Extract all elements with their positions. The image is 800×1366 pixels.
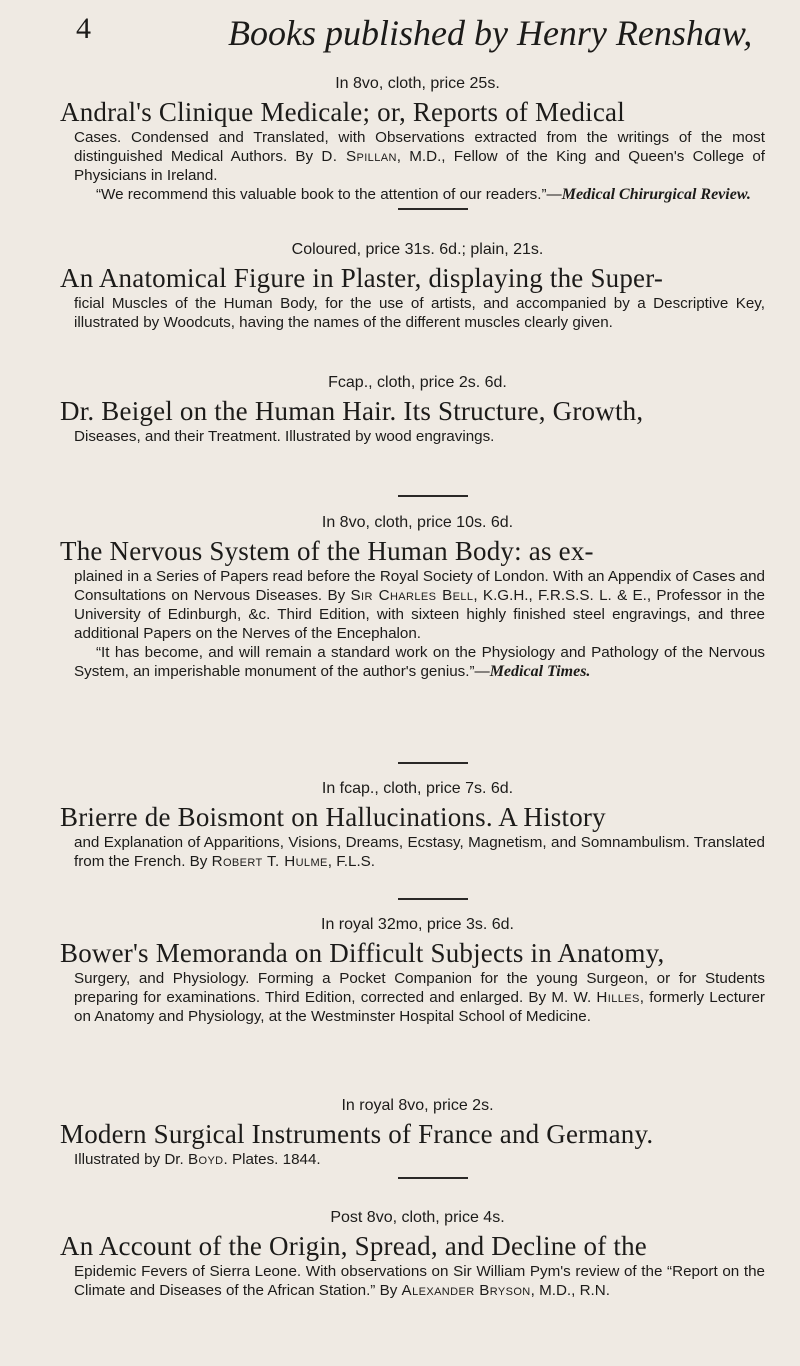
entry-title: An Anatomical Figure in Plaster, displaying the Super- bbox=[60, 263, 664, 293]
entry-author: D. Spillan bbox=[321, 148, 397, 165]
entry-imprint: In royal 32mo, price 3s. 6d. bbox=[321, 916, 514, 933]
book-entry-bower-memoranda bbox=[60, 915, 765, 1026]
entry-review-quote: “We recommend this valuable book to the attention of our readers.”—Medical Chirurgical Review. bbox=[96, 186, 751, 203]
book-entry-bell-nervous-system bbox=[60, 513, 765, 681]
entry-description: ficial Muscles of the Human Body, for the use of artists, and accompanied by a Descriptive Key, illustrated by Woodcuts, having the names of the different muscles clearly given. bbox=[74, 295, 765, 331]
entry-title: Bower's Memoranda on Difficult Subjects in Anatomy, bbox=[60, 938, 665, 968]
book-entry-modern-surgical-instruments bbox=[60, 1096, 765, 1169]
entry-review-source: Medical Chirurgical Review. bbox=[561, 186, 751, 203]
entry-description: Surgery, and Physiology. Forming a Pocket Companion for the young Surgeon, or for Students preparing for examinations. Third Edition, corrected and enlarged. By M. W. Hilles, formerly Lecturer on Anatomy and Physiology, at the Westminster Hospital School of Medicine. bbox=[74, 970, 765, 1025]
entry-imprint: Fcap., cloth, price 2s. 6d. bbox=[328, 374, 507, 391]
entry-title: The Nervous System of the Human Body: as ex- bbox=[60, 536, 594, 566]
entry-description: plained in a Series of Papers read before the Royal Society of London. With an Appendix of Cases and Consultations on Nervous Diseases. By Sir Charles Bell, K.G.H., F.R.S.S. L. & E., Professor in the University of Edinburgh, &c. Third Edition, with sixteen highly finished steel engravings, and three additional Papers on the Nerves of the Encephalon. bbox=[74, 568, 765, 642]
entry-imprint: In 8vo, cloth, price 25s. bbox=[335, 75, 500, 92]
entry-imprint: In 8vo, cloth, price 10s. 6d. bbox=[321, 514, 514, 531]
divider-rule bbox=[398, 208, 468, 210]
divider-rule bbox=[398, 762, 468, 764]
entry-imprint: In fcap., cloth, price 7s. 6d. bbox=[321, 780, 514, 797]
divider-rule bbox=[398, 495, 468, 497]
divider-rule bbox=[398, 1177, 468, 1179]
divider-rule bbox=[398, 898, 468, 900]
entry-title: Dr. Beigel on the Human Hair. Its Structure, Growth, bbox=[60, 396, 644, 426]
entry-author: Robert T. Hulme bbox=[211, 853, 328, 870]
entry-review-quote: “It has become, and will remain a standard work on the Physiology and Pathology of the Nervous System, an imperishable monument of the author's genius.”—Medical Times. bbox=[74, 644, 765, 680]
book-entry-bryson-epidemic-fevers bbox=[60, 1208, 765, 1300]
entry-description: Illustrated by Dr. Boyd. Plates. 1844. bbox=[74, 1151, 321, 1168]
entry-author: Boyd bbox=[187, 1151, 224, 1168]
entry-title: Brierre de Boismont on Hallucinations. A History bbox=[60, 802, 606, 832]
entry-description: Diseases, and their Treatment. Illustrated by wood engravings. bbox=[74, 428, 495, 445]
running-head bbox=[0, 12, 800, 52]
book-entry-beigel bbox=[60, 373, 765, 446]
page-number: 4 bbox=[76, 12, 91, 45]
entry-imprint: Post 8vo, cloth, price 4s. bbox=[330, 1209, 505, 1226]
entry-description: Cases. Condensed and Translated, with Observations extracted from the writings of the most distinguished Medical Authors. By D. Spillan, M.D., Fellow of the King and Queen's College of Physicians in Ireland. bbox=[74, 129, 765, 184]
entry-title: An Account of the Origin, Spread, and Decline of the bbox=[60, 1231, 647, 1261]
entry-author: Hilles bbox=[596, 989, 640, 1006]
book-entry-brierre-de-boismont bbox=[60, 779, 765, 871]
entry-title: Andral's Clinique Medicale; or, Reports of Medical bbox=[60, 97, 625, 127]
entry-description: and Explanation of Apparitions, Visions, Dreams, Ecstasy, Magnetism, and Somnambulism. Translated from the French. By Robert T. Hulme, F.L.S. bbox=[74, 834, 765, 870]
entry-author: Alexander Bryson bbox=[401, 1282, 531, 1299]
entry-imprint: In royal 8vo, price 2s. bbox=[341, 1097, 494, 1114]
entry-author: Sir Charles Bell bbox=[350, 587, 474, 604]
entry-review-source: Medical Times. bbox=[489, 663, 591, 680]
book-entry-anatomical-figure bbox=[60, 240, 765, 332]
entry-title: Modern Surgical Instruments of France and Germany. bbox=[60, 1119, 654, 1149]
book-entry-andral bbox=[60, 74, 765, 204]
entry-imprint: Coloured, price 31s. 6d.; plain, 21s. bbox=[291, 241, 544, 258]
entry-description: Epidemic Fevers of Sierra Leone. With observations on Sir William Pym's review of the “Report on the Climate and Diseases of the African Station.” By Alexander Bryson, M.D., R.N. bbox=[74, 1263, 765, 1299]
running-head-title: Books published by Henry Renshaw, bbox=[228, 13, 753, 53]
